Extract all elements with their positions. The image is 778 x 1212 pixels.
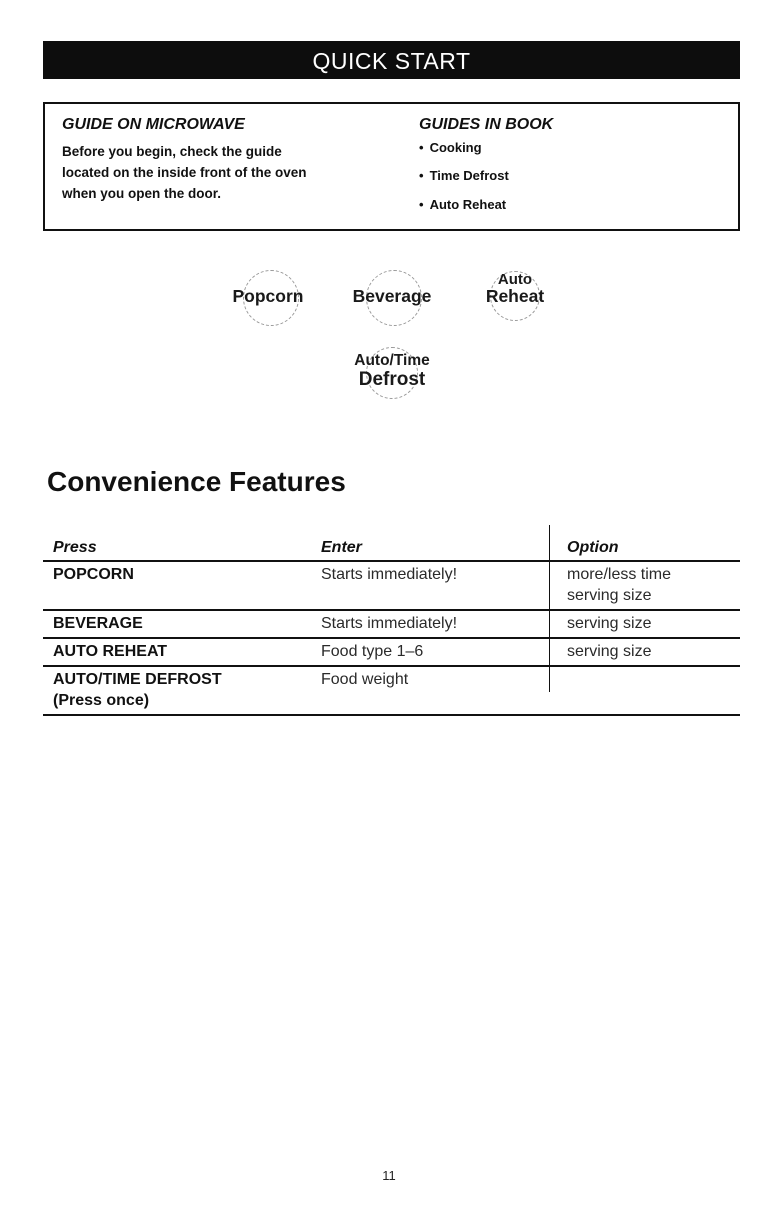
bullet-icon: • <box>419 168 424 183</box>
list-item <box>419 141 719 155</box>
table-header-row <box>43 533 740 561</box>
convenience-features-title: Convenience Features <box>47 466 346 497</box>
auto-time-defrost-key-label: Defrost <box>358 369 426 390</box>
cell-text: more/less time <box>567 566 672 583</box>
cell-enter: Starts immediately! <box>321 610 557 638</box>
cell-text: (Press once) <box>53 692 150 709</box>
cell-option <box>557 638 740 666</box>
list-item-label: Time Defrost <box>429 168 509 183</box>
cell-option <box>557 610 740 638</box>
list-item-label: Cooking <box>429 140 482 155</box>
cell-text: serving size <box>567 643 652 660</box>
bullet-icon: • <box>419 140 424 155</box>
guide-microwave-line: located on the inside front of the oven <box>62 165 307 180</box>
beverage-key[interactable] <box>346 286 438 307</box>
cell-text: BEVERAGE <box>53 615 143 632</box>
header-enter: Enter <box>321 533 557 561</box>
table-row <box>43 638 740 666</box>
header-option: Option <box>557 533 740 561</box>
cell-press <box>43 638 321 666</box>
guide-microwave-line: when you open the door. <box>62 186 222 201</box>
page-number: 11 <box>382 1168 396 1183</box>
header-press: Press <box>43 533 321 561</box>
auto-time-defrost-key-label: Auto/Time <box>354 352 430 369</box>
list-item <box>419 198 719 212</box>
quick-start-banner: QUICK START <box>43 41 740 79</box>
popcorn-key[interactable] <box>227 286 309 307</box>
guides-book-list <box>419 141 719 212</box>
list-item <box>419 169 719 183</box>
cell-press <box>43 610 321 638</box>
guide-on-microwave <box>62 115 392 204</box>
auto-reheat-key[interactable] <box>478 272 552 304</box>
table-row <box>43 561 740 610</box>
table-row <box>43 666 740 715</box>
cell-text: AUTO/TIME DEFROST <box>53 671 222 688</box>
guides-book-heading: GUIDES IN BOOK <box>419 116 554 133</box>
auto-reheat-key-label: Auto <box>497 271 533 288</box>
cell-press <box>43 666 321 715</box>
cell-enter: Food weight <box>321 666 557 715</box>
auto-time-defrost-key[interactable] <box>342 351 442 389</box>
features-table <box>43 533 740 716</box>
guide-microwave-heading: GUIDE ON MICROWAVE <box>62 116 245 133</box>
beverage-key-label: Beverage <box>352 286 432 306</box>
cell-enter: Food type 1–6 <box>321 638 557 666</box>
cell-text: serving size <box>567 587 652 604</box>
cell-enter: Starts immediately! <box>321 561 557 610</box>
cell-option <box>557 561 740 610</box>
cell-text: serving size <box>567 615 652 632</box>
cell-option <box>557 666 740 715</box>
auto-reheat-key-label: Reheat <box>485 286 545 306</box>
guide-microwave-line: Before you begin, check the guide <box>62 144 282 159</box>
guide-box <box>43 102 740 231</box>
cell-text: AUTO REHEAT <box>53 643 168 660</box>
popcorn-key-label: Popcorn <box>232 286 304 306</box>
cell-press <box>43 561 321 610</box>
guides-in-book <box>419 115 719 227</box>
table-row <box>43 610 740 638</box>
cell-text: POPCORN <box>53 566 134 583</box>
bullet-icon: • <box>419 197 424 212</box>
list-item-label: Auto Reheat <box>429 197 507 212</box>
